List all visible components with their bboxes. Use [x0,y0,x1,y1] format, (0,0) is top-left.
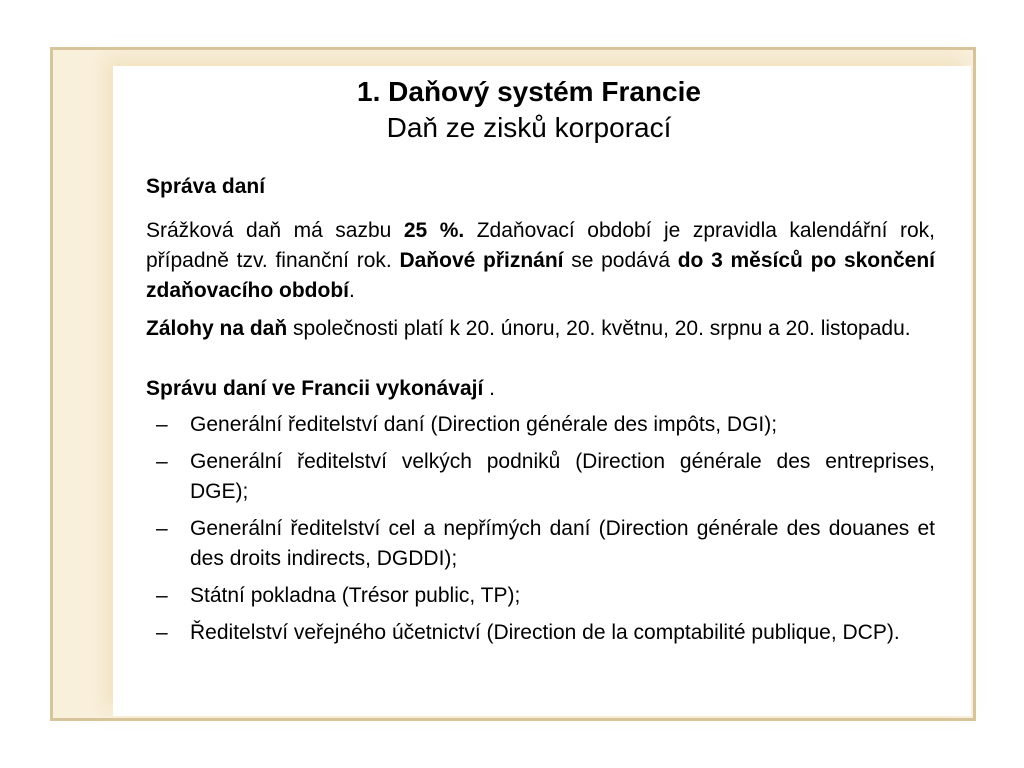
text-segment: se podává [563,249,678,272]
text-segment: . [349,279,355,302]
text-segment: Zdaňovací období je zpravidla kalendářní rok, případně tzv. finanční rok. [146,219,935,272]
section-heading-sprava-dani: Správa daní [146,175,266,198]
list-item-text: Generální ředitelství daní (Direction générale des impôts, DGI); [190,413,778,436]
tax-return-term: Daňové přiznání [399,249,564,272]
text-segment: Srážková daň má sazbu [146,219,404,242]
dash-bullet-icon: – [156,413,168,436]
list-item-text: Generální ředitelství velkých podniků (Direction générale des entreprises, DGE); [190,450,935,503]
advances-term: Zálohy na daň [146,317,288,340]
authority-list [146,410,935,648]
list-item [146,581,935,611]
spacer [146,352,935,374]
paragraph-tax-rate [146,216,935,306]
slide-title: 1. Daňový systém Francie [357,76,701,107]
tax-rate-value: 25 %. [403,219,465,242]
administrators-heading: Správu daní ve Francii vykonávají [146,377,484,400]
dash-bullet-icon: – [156,621,168,644]
list-item [146,410,935,440]
text-segment: společnosti platí k 20. únoru, 20. květnu, 20. srpnu a 20. listopadu. [287,317,911,340]
paragraph-advances [146,314,935,344]
dash-bullet-icon: – [156,517,168,540]
slide-subtitle: Daň ze zisků korporací [386,112,672,143]
list-item [146,447,935,507]
list-item-text: Státní pokladna (Trésor public, TP); [190,584,521,607]
list-item [146,514,935,574]
dash-bullet-icon: – [156,584,168,607]
list-item-text: Ředitelství veřejného účetnictví (Direction de la comptabilité publique, DCP). [190,621,900,644]
slide-content [146,172,935,655]
dash-bullet-icon: – [156,450,168,473]
list-item [146,618,935,648]
section-heading-administrators [146,374,935,404]
list-item-text: Generální ředitelství cel a nepřímých daní (Direction générale des douanes et des droits indirects, DGDDI); [190,517,935,570]
filing-deadline: do 3 měsíců po skončení zdaňovacího období [146,249,935,302]
heading-tail: . [483,377,495,400]
title-block [0,74,1024,146]
